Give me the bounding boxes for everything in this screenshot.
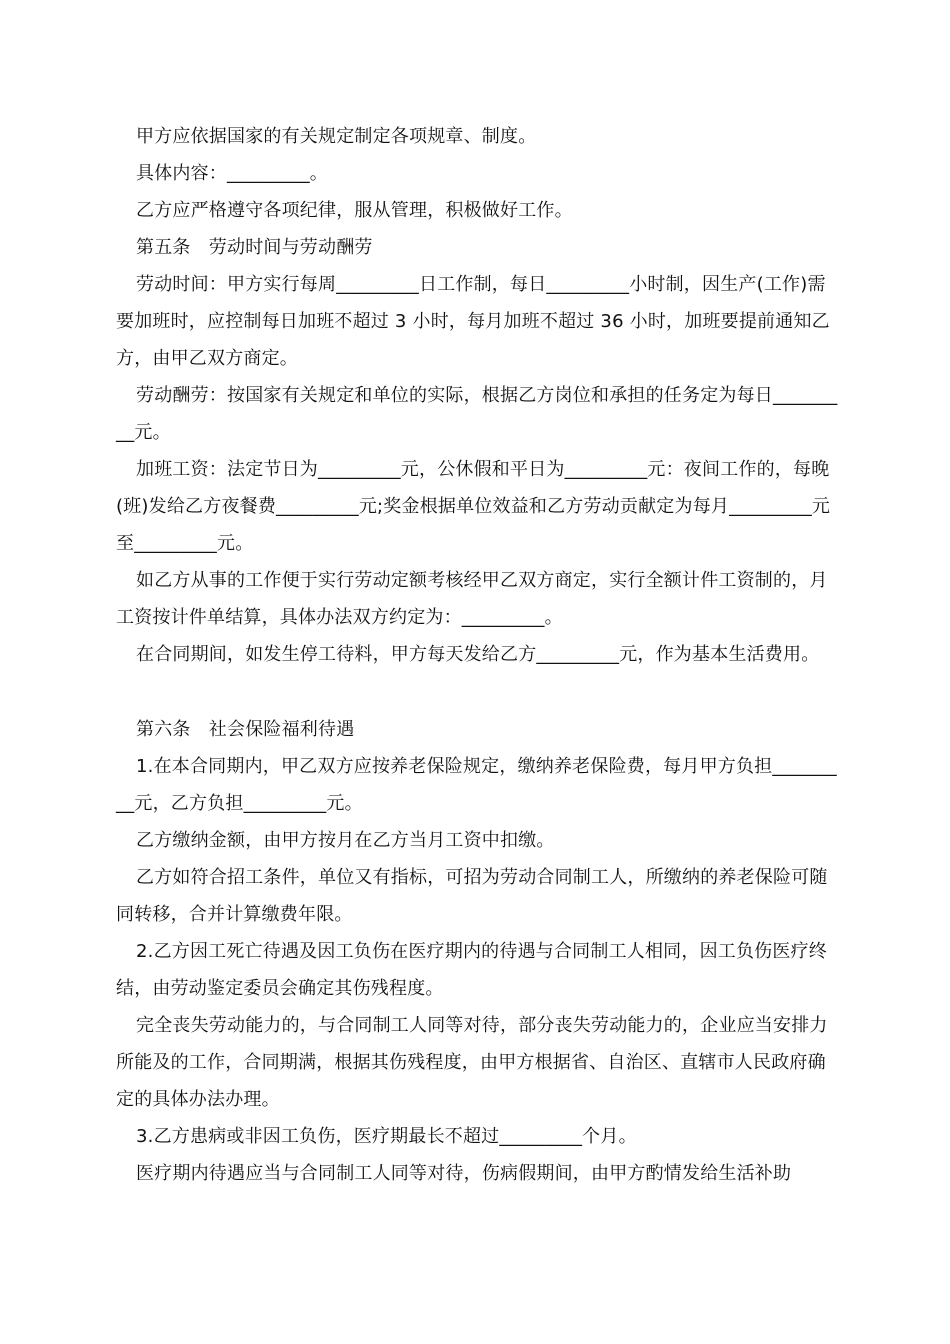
paragraph-remuneration: 劳动酬劳：按国家有关规定和单位的实际，根据乙方岗位和承担的任务定为每日_________元。 <box>116 385 838 443</box>
paragraph-rules: 甲方应依据国家的有关规定制定各项规章、制度。 <box>136 126 537 147</box>
paragraph-work-stoppage: 在合同期间，如发生停工待料，甲方每天发给乙方_________元，作为基本生活费用。 <box>136 644 820 665</box>
article-six-heading: 第六条 社会保险福利待遇 <box>136 719 355 740</box>
paragraph-piecework: 如乙方从事的工作便于实行劳动定额考核经甲乙双方商定，实行全额计件工资制的，月工资按计件单结算，具体办法双方约定为：_________。 <box>116 570 828 628</box>
document-body <box>116 118 840 1192</box>
paragraph-working-time: 劳动时间：甲方实行每周_________日工作制，每日_________小时制，因生产(工作)需要加班时，应控制每日加班不超过 3 小时，每月加班不超过 36 小时，加班要提前通知乙方，由甲乙双方商定。 <box>116 274 830 369</box>
paragraph-disability: 完全丧失劳动能力的，与合同制工人同等对待，部分丧失劳动能力的，企业应当安排力所能及的工作，合同期满，根据其伤残程度，由甲方根据省、自治区、直辖市人民政府确定的具体办法办理。 <box>116 1015 828 1110</box>
paragraph-payment-deduction: 乙方缴纳金额，由甲方按月在乙方当月工资中扣缴。 <box>136 830 555 851</box>
paragraph-specific-content: 具体内容：_________。 <box>136 163 328 184</box>
paragraph-work-injury: 2.乙方因工死亡待遇及因工负伤在医疗期内的待遇与合同制工人相同，因工负伤医疗终结，由劳动鉴定委员会确定其伤残程度。 <box>116 941 827 999</box>
paragraph-recruitment: 乙方如符合招工条件，单位又有指标，可招为劳动合同制工人，所缴纳的养老保险可随同转移，合并计算缴费年限。 <box>116 867 828 925</box>
paragraph-discipline: 乙方应严格遵守各项纪律，服从管理，积极做好工作。 <box>136 200 573 221</box>
paragraph-medical-treatment: 医疗期内待遇应当与合同制工人同等对待，伤病假期间，由甲方酌情发给生活补助 <box>136 1163 792 1184</box>
paragraph-medical-period: 3.乙方患病或非因工负伤，医疗期最长不超过_________个月。 <box>136 1126 637 1147</box>
paragraph-pension: 1.在本合同期内，甲乙双方应按养老保险规定，缴纳养老保险费，每月甲方负担_________元，乙方负担_________元。 <box>116 756 837 814</box>
section-spacer <box>116 673 840 711</box>
paragraph-overtime-pay: 加班工资：法定节日为_________元，公休假和平日为_________元：夜间工作的，每晚(班)发给乙方夜餐费_________元;奖金根据单位效益和乙方劳动贡献定为每月_________元至_________元。 <box>116 459 831 554</box>
article-five-heading: 第五条 劳动时间与劳动酬劳 <box>136 237 373 258</box>
